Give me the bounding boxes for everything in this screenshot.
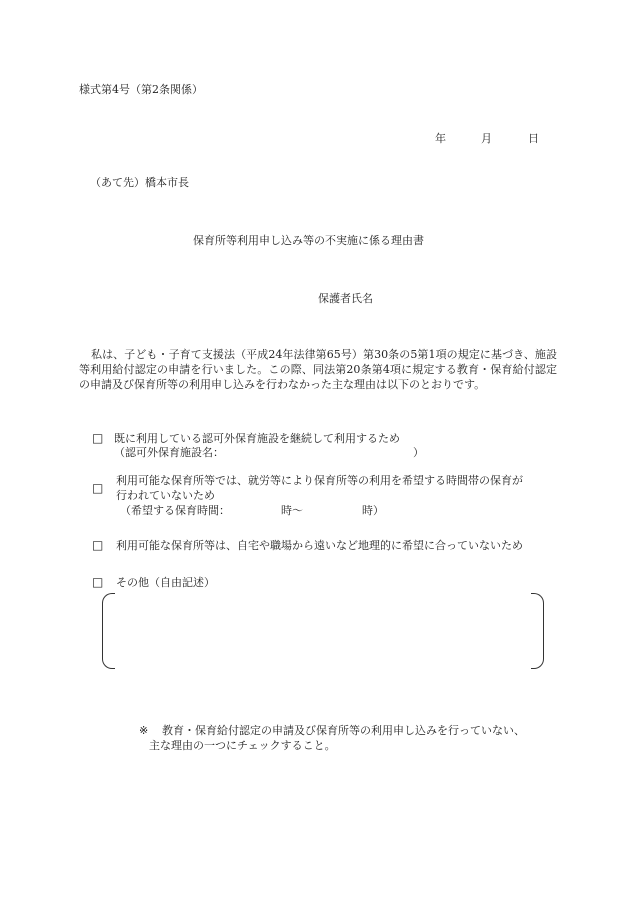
reason-4-checkbox[interactable]: □ — [92, 575, 104, 589]
note-line-1: 教育・保育給付認定の申請及び保育所等の利用申し込みを行っていない、 — [162, 724, 525, 737]
reason-2-time-mid: 時～ — [281, 504, 303, 517]
document-title: 保育所等利用申し込み等の不実施に係る理由書 — [193, 234, 424, 247]
date-year-label: 年 — [435, 132, 446, 145]
date-day-label: 日 — [528, 132, 539, 145]
note-line-2: 主な理由の一つにチェックすること。 — [149, 739, 336, 752]
reason-1-checkbox[interactable]: □ — [92, 431, 104, 445]
intro-paragraph: 私は、子ども・子育て支援法（平成24年法律第65号）第30条の5第1項の規定に基づき、施設等利用給付認定の申請を行いました。この際、同法第20条第4項に規定する教育・保育給付認定の申請及び保育所等の利用申し込みを行わなかった主な理由は以下のとおりです。 — [79, 348, 557, 391]
free-text-bracket-left — [102, 593, 115, 669]
note-mark: ※ — [139, 724, 149, 737]
reason-4-label: その他（自由記述） — [116, 576, 215, 589]
reason-1-label: 既に利用している認可外保育施設を継続して利用するため — [114, 432, 400, 445]
free-text-bracket-right — [531, 593, 544, 669]
guardian-name-label: 保護者氏名 — [318, 292, 373, 305]
reason-2-time-close: 時） — [362, 504, 384, 517]
reason-1-facility-label: （認可外保育施設名： — [114, 446, 224, 459]
form-number: 様式第4号（第2条関係） — [79, 83, 203, 96]
date-month-label: 月 — [481, 132, 492, 145]
reason-3-label: 利用可能な保育所等は、自宅や職場から遠いなど地理的に希望に合っていないため — [116, 539, 523, 552]
reason-2-label-line1: 利用可能な保育所等では、就労等により保育所等の利用を希望する時間帯の保育が — [116, 474, 523, 487]
reason-2-checkbox[interactable]: □ — [92, 481, 104, 495]
free-text-area[interactable] — [118, 598, 526, 662]
addressee: （あて先）橋本市長 — [90, 176, 189, 189]
reason-3-checkbox[interactable]: □ — [92, 538, 104, 552]
reason-2-time-label: （希望する保育時間： — [120, 504, 230, 517]
reason-1-facility-close: ） — [413, 446, 424, 459]
reason-2-label-line2: 行われていないため — [116, 489, 215, 502]
